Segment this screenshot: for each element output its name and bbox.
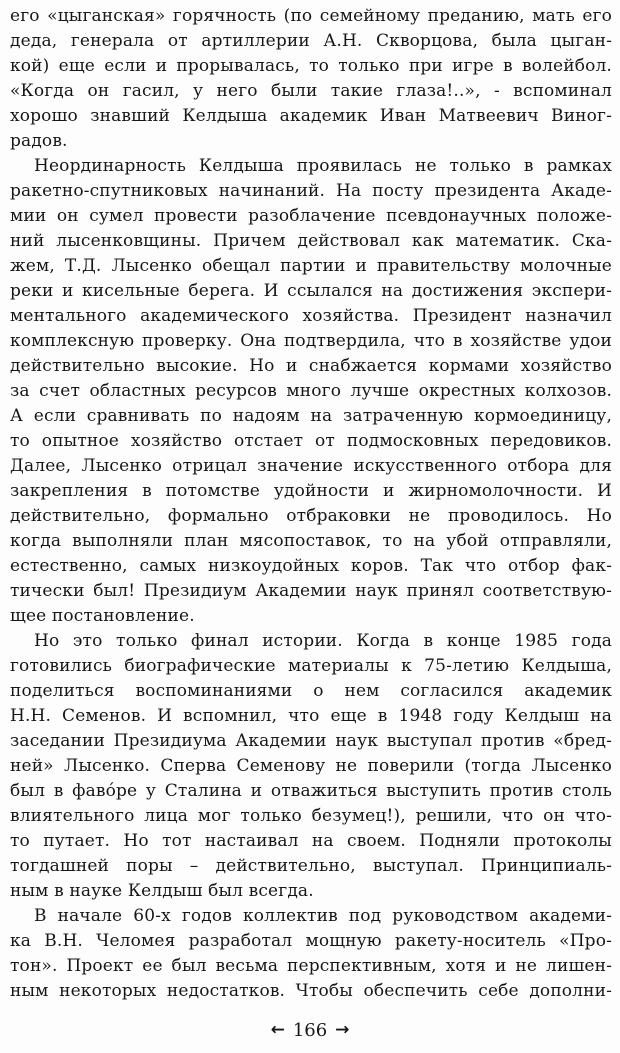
text-line: тически был! Президиум Академии наук принял соответствую- <box>10 581 612 601</box>
text-line: жем, Т.Д. Лысенко обещал партии и правительству молочные <box>10 256 612 276</box>
text-line: щее постановление. <box>10 606 195 626</box>
text-line: Но это только финал истории. Когда в конце 1985 года <box>34 631 612 651</box>
text-line: готовились биографические материалы к 75-летию Келдыша, <box>10 656 612 676</box>
text-line: влиятельного лица мог только безумец!), решили, что он что- <box>10 806 612 826</box>
text-line: ракетно-спутниковых начинаний. На посту президента Акаде- <box>10 181 612 201</box>
text-line: В начале 60-х годов коллектив под руководством академи- <box>34 906 612 926</box>
text-line: А если сравнивать по надоям на затраченную кормоединицу, <box>10 406 612 426</box>
text-line: когда выполняли план мясопоставок, то на убой отправляли, <box>10 531 612 551</box>
text-line: заседании Президиума Академии наук выступал против «бред- <box>10 731 612 751</box>
text-line: его «цыганская» горячность (по семейному преданию, мать его <box>10 6 612 26</box>
text-line: закрепления в потомстве удойности и жирномолочности. И <box>10 481 612 501</box>
text-line: радов. <box>10 131 68 151</box>
text-line: ка В.Н. Челомея разработал мощную ракету-носитель «Про- <box>10 931 612 951</box>
text-line: поделиться воспоминаниями о нем согласился академик <box>10 681 612 701</box>
text-line: был в фавóре у Сталина и отважиться выступить против столь <box>10 781 612 801</box>
arrow-right-icon: → <box>335 1020 350 1040</box>
text-line: действительно высокие. Но и снабжается кормами хозяйство <box>10 356 612 376</box>
text-line: реки и кисельные берега. И ссылался на достижения экспери- <box>10 281 612 301</box>
page-footer <box>0 1020 620 1041</box>
text-line: ным в науке Келдыш был всегда. <box>10 881 314 901</box>
arrow-left-icon: ← <box>270 1020 285 1040</box>
text-line: то путает. Но тот настаивал на своем. Подняли протоколы <box>10 831 612 851</box>
text-line: ментального академического хозяйства. Президент назначил <box>10 306 612 326</box>
text-line: кой) еще если и прорывалась, то только при игре в волейбол. <box>10 56 612 76</box>
body-text <box>10 4 612 1004</box>
text-line: деда, генерала от артиллерии А.Н. Скворцова, была цыган- <box>10 31 612 51</box>
text-line: Далее, Лысенко отрицал значение искусственного отбора для <box>10 456 612 476</box>
text-line: за счет областных ресурсов много лучше окрестных колхозов. <box>10 381 612 401</box>
text-line: тон». Проект ее был весьма перспективным, хотя и не лишен- <box>10 956 612 976</box>
text-line: Н.Н. Семенов. И вспомнил, что еще в 1948 году Келдыш на <box>10 706 612 726</box>
text-line: хорошо знавший Келдыша академик Иван Матвеевич Виног- <box>10 106 612 126</box>
text-line: мии он сумел провести разоблачение псевдонаучных положе- <box>10 206 612 226</box>
text-line: ней» Лысенко. Сперва Семенову не поверили (тогда Лысенко <box>10 756 612 776</box>
text-line: тогдашней поры – действительно, выступал. Принципиаль- <box>10 856 612 876</box>
text-line: то опытное хозяйство отстает от подмосковных передовиков. <box>10 431 612 451</box>
text-line: действительно, формально отбраковки не проводилось. Но <box>10 506 612 526</box>
text-line: ний лысенковщины. Причем действовал как математик. Ска- <box>10 231 612 251</box>
page-number: 166 <box>292 1020 328 1041</box>
text-line: Неординарность Келдыша проявилась не только в рамках <box>34 156 612 176</box>
text-line: комплексную проверку. Она подтвердила, что в хозяйстве удои <box>10 331 612 351</box>
text-line: естественно, самых низкоудойных коров. Так что отбор фак- <box>10 556 612 576</box>
text-line: «Когда он гасил, у него были такие глаза!..», - вспоминал <box>10 81 612 101</box>
text-line: ным некоторых недостатков. Чтобы обеспечить себе дополни- <box>10 981 612 1001</box>
